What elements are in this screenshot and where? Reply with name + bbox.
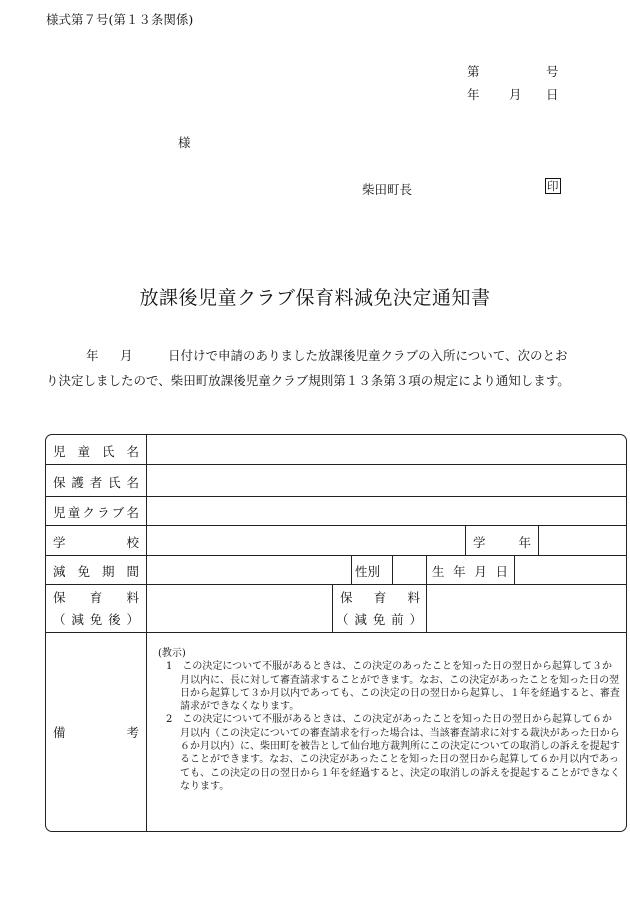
label-child-name: 児 童 氏 名 — [53, 444, 139, 459]
label-school: 学 校 — [53, 535, 139, 550]
column-divider — [426, 584, 427, 632]
row-divider — [46, 555, 626, 556]
date-day-label: 日 — [546, 87, 559, 102]
seal-mark: 印 — [547, 179, 559, 193]
recipient-suffix: 様 — [178, 135, 191, 150]
body-text-line-1 — [46, 346, 568, 364]
document-title: 放課後児童クラブ保育料減免決定通知書 — [139, 287, 491, 309]
body-text-line-2: り決定しましたので、柴田町放課後児童クラブ規則第１３条第３項の規定により通知します。 — [46, 373, 570, 388]
label-fee-after-note: （ 減 免 後 ） — [53, 612, 139, 627]
row-divider — [46, 496, 626, 497]
date-year-label: 年 — [467, 87, 480, 102]
column-divider — [465, 525, 466, 555]
form-number: 様式第７号(第１３条関係) — [46, 12, 194, 27]
label-club-name: 児 童 ク ラ ブ 名 — [53, 505, 139, 520]
row-divider — [46, 632, 626, 633]
label-grade: 学 年 — [473, 535, 531, 550]
column-divider — [426, 555, 427, 584]
instruction-item: 2 この決定について不服があるときは、この決定があったことを知った日の翌日から起算して６か月以内（この決定についての審査請求を行った場合は、当該審査請求に対する裁決があった日から６か月以内）に、柴田町を被告として仙台地方裁判所にこの決定についての取消しの訴えを提起することができます。なお、この決定があったことを知った日の翌日から起算して６か月以内であっても、この決定の日の翌日から１年を経過すると、決定の取消しの訴えを提起することができなくなります。 — [166, 714, 620, 792]
label-birthdate: 生 年 月 日 — [432, 564, 508, 579]
date-month-label: 月 — [509, 87, 522, 102]
instruction-item: 1 この決定について不服があるときは、この決定のあったことを知った日の翌日から起算して３か月以内に、長に対して審査請求することができます。なお、この決定があったことを知った日の翌日から起算して３か月以内であっても、この決定の日の翌日から起算し、１年を経過すると、審査請求ができなくなります。 — [166, 661, 620, 713]
body-month-label: 月 — [120, 348, 133, 363]
row-divider — [46, 584, 626, 585]
document-number-prefix: 第 — [467, 64, 480, 79]
column-divider — [538, 525, 539, 555]
row-divider — [46, 525, 626, 526]
label-remarks: 備 考 — [53, 725, 139, 740]
label-guardian-name: 保 護 者 氏 名 — [53, 475, 139, 490]
column-divider — [514, 555, 515, 584]
label-sex: 性別 — [355, 564, 381, 579]
body-year-label: 年 — [86, 348, 99, 363]
row-divider — [46, 464, 626, 465]
label-fee-before-note: （ 減 免 前 ） — [336, 612, 422, 627]
issuer-name: 柴田町長 — [362, 182, 413, 197]
column-divider — [146, 435, 147, 831]
column-divider — [392, 555, 393, 584]
remarks-instructions — [158, 647, 620, 793]
details-table — [45, 434, 627, 832]
body-text-rest: 日付けで申請のありました放課後児童クラブの入所について、次のとお — [168, 348, 568, 363]
label-fee-after: 保 育 料 — [53, 590, 139, 605]
label-exemption-period: 減 免 期 間 — [53, 564, 139, 579]
instructions-heading: (教示) — [158, 648, 186, 659]
label-fee-before: 保 育 料 — [340, 590, 420, 605]
column-divider — [351, 555, 352, 584]
document-number-suffix: 号 — [546, 64, 559, 79]
column-divider — [332, 584, 333, 632]
